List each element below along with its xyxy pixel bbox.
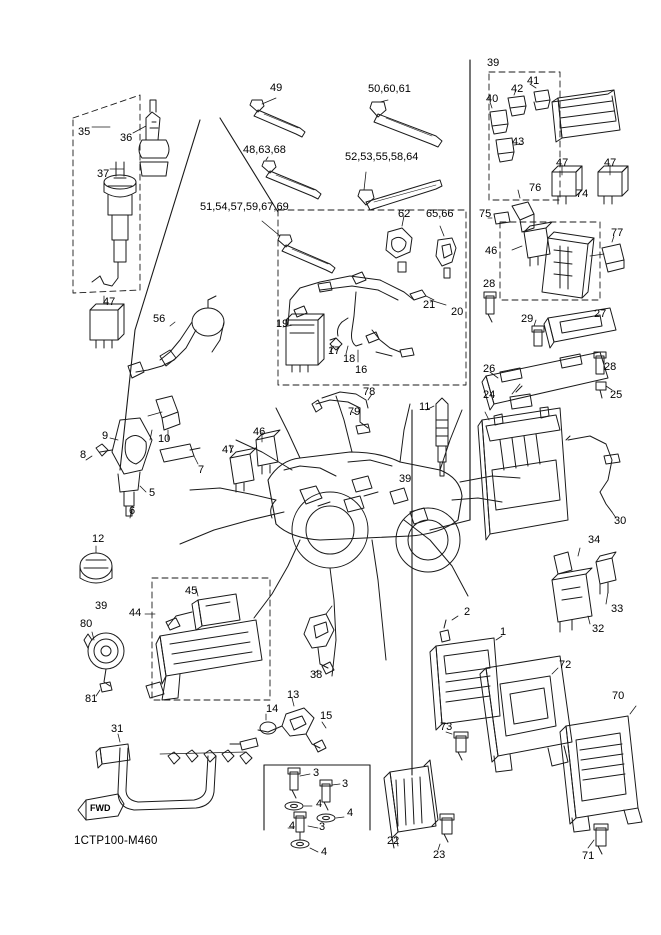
callout-72: 72: [559, 659, 572, 671]
callout-7: 7: [198, 464, 205, 476]
callout-79: 79: [348, 406, 361, 418]
callout-33: 33: [611, 603, 624, 615]
callout-43: 43: [512, 136, 525, 148]
callout-9: 9: [102, 430, 109, 442]
callout-4-c: 4: [289, 820, 296, 832]
callout-40: 40: [486, 93, 499, 105]
callout-41: 41: [527, 75, 540, 87]
callout-13: 13: [287, 689, 300, 701]
callout-62: 62: [398, 208, 411, 220]
callout-49: 49: [270, 82, 283, 94]
callout-29: 29: [521, 313, 534, 325]
callout-17: 17: [328, 345, 341, 357]
callout-1: 1: [500, 626, 507, 638]
callout-52-53-55-58-64: 52,53,55,58,64: [345, 151, 419, 163]
callout-32: 32: [592, 623, 605, 635]
callout-8: 8: [80, 449, 87, 461]
callout-6: 6: [129, 505, 136, 517]
callout-15: 15: [320, 710, 333, 722]
callout-77: 77: [611, 227, 624, 239]
callout-25: 25: [610, 389, 623, 401]
callout-65-66: 65,66: [426, 208, 454, 220]
callout-56: 56: [153, 313, 166, 325]
callout-11: 11: [419, 401, 431, 413]
callout-73: 73: [440, 721, 453, 733]
callout-30: 30: [614, 515, 627, 527]
callout-47-a: 47: [103, 296, 116, 308]
callout-50-60-61: 50,60,61: [368, 83, 411, 95]
callout-16: 16: [355, 364, 368, 376]
callout-26: 26: [483, 363, 496, 375]
callout-3-b: 3: [342, 778, 349, 790]
callout-3-a: 3: [313, 767, 320, 779]
callout-5: 5: [149, 487, 156, 499]
callout-10: 10: [158, 433, 171, 445]
callout-48-63-68: 48,63,68: [243, 144, 286, 156]
callout-28-a: 28: [483, 278, 496, 290]
callout-4-d: 4: [321, 846, 328, 858]
diagram-part-code: 1CTP100-M460: [74, 835, 158, 847]
callout-42: 42: [511, 83, 524, 95]
callout-81: 81: [85, 693, 98, 705]
callout-34: 34: [588, 534, 601, 546]
callout-12: 12: [92, 533, 105, 545]
callout-46-b: 46: [253, 426, 266, 438]
callout-47-d: 47: [222, 444, 235, 456]
callout-38: 38: [310, 669, 323, 681]
callout-47-c: 47: [604, 157, 617, 169]
callout-39-b: 39: [399, 473, 412, 485]
callout-23: 23: [433, 849, 446, 861]
callout-35: 35: [78, 126, 91, 138]
callout-18: 18: [343, 353, 356, 365]
callout-28-b: 28: [604, 361, 617, 373]
callout-19: 19: [276, 318, 289, 330]
callout-70: 70: [612, 690, 625, 702]
callout-27: 27: [594, 308, 607, 320]
callout-2: 2: [464, 606, 471, 618]
callout-47-b: 47: [556, 157, 569, 169]
callout-74: 74: [576, 188, 589, 200]
callout-4-b: 4: [347, 807, 354, 819]
callout-71: 71: [582, 850, 595, 862]
callout-31: 31: [111, 723, 124, 735]
callout-46-a: 46: [485, 245, 498, 257]
callout-76: 76: [529, 182, 542, 194]
callout-36: 36: [120, 132, 133, 144]
fwd-direction-label: FWD: [90, 803, 111, 813]
callout-39-c: 39: [95, 600, 108, 612]
callout-78: 78: [363, 386, 376, 398]
callout-14: 14: [266, 703, 279, 715]
callout-45: 45: [185, 585, 198, 597]
callout-20: 20: [451, 306, 464, 318]
callout-75: 75: [479, 208, 492, 220]
callout-3-c: 3: [319, 821, 326, 833]
callout-4-a: 4: [316, 798, 323, 810]
callout-21: 21: [423, 299, 436, 311]
callout-22: 22: [387, 835, 400, 847]
callout-24: 24: [483, 389, 496, 401]
callout-39-a: 39: [487, 57, 500, 69]
callout-44: 44: [129, 607, 142, 619]
callout-51-54-57-59-67-69: 51,54,57,59,67,69: [200, 201, 289, 213]
callout-37: 37: [97, 168, 110, 180]
callout-80: 80: [80, 618, 93, 630]
